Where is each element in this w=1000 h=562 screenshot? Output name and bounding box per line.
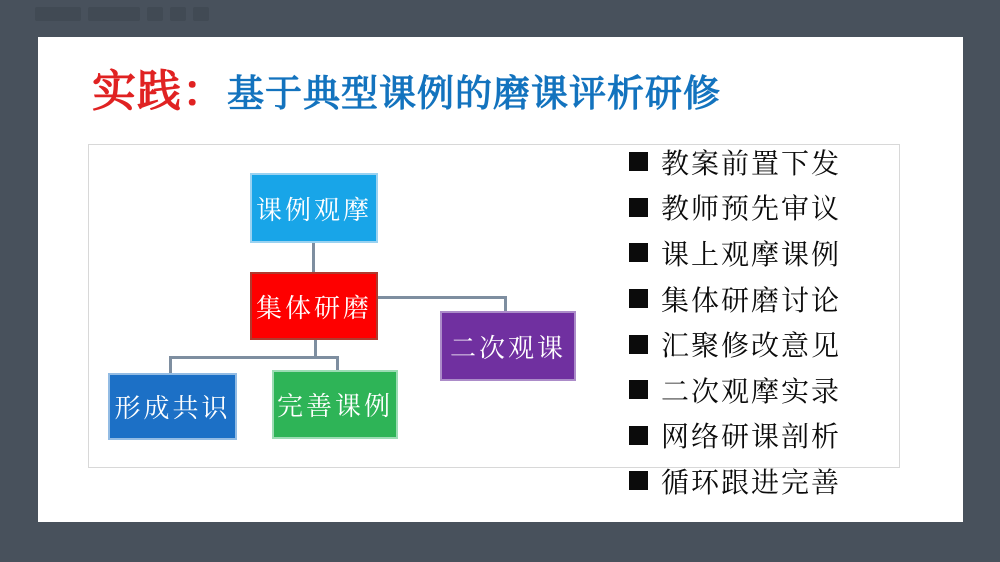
flow-node-jiti-yanmo: 集体研磨 — [250, 272, 378, 340]
connector-guanmo-to-yanmo — [312, 243, 315, 273]
square-bullet-icon — [629, 380, 648, 399]
list-item-text: 汇聚修改意见 — [661, 331, 842, 363]
list-item-text: 教案前置下发 — [661, 148, 842, 180]
list-item — [629, 185, 939, 231]
list-item — [629, 458, 939, 504]
connector-to-gongshi — [169, 356, 172, 374]
connector-yanmo-to-erci-horizontal — [378, 296, 507, 299]
square-bullet-icon — [629, 471, 648, 490]
list-item — [629, 276, 939, 322]
list-item-text: 网络研课剖析 — [661, 422, 842, 454]
list-item-text: 课上观摩课例 — [661, 239, 842, 271]
list-item-text: 教师预先审议 — [661, 194, 842, 226]
ghost-block — [147, 7, 163, 21]
list-item — [629, 139, 939, 185]
square-bullet-icon — [629, 335, 648, 354]
list-item-text: 二次观摩实录 — [661, 376, 842, 408]
list-item — [629, 367, 939, 413]
flow-node-wanshan-kelie: 完善课例 — [272, 370, 398, 439]
ghost-block — [193, 7, 209, 21]
title-main: 基于典型课例的磨课评析研修 — [227, 73, 721, 114]
square-bullet-icon — [629, 198, 648, 217]
title-prefix: 实践： — [92, 67, 227, 116]
list-item-text: 循环跟进完善 — [661, 467, 842, 499]
list-item-text: 集体研磨讨论 — [661, 285, 842, 317]
list-item — [629, 321, 939, 367]
connector-yanmo-to-erci-vertical — [504, 296, 507, 312]
square-bullet-icon — [629, 243, 648, 262]
square-bullet-icon — [629, 426, 648, 445]
ghost-block — [88, 7, 140, 21]
recording-toolbar-ghost — [35, 7, 209, 21]
bullet-list — [629, 139, 939, 504]
connector-to-wanshan — [336, 356, 339, 371]
flow-node-kelie-guanmo: 课例观摩 — [250, 173, 378, 243]
square-bullet-icon — [629, 152, 648, 171]
connector-bottom-horizontal — [169, 356, 339, 359]
list-item — [629, 230, 939, 276]
square-bullet-icon — [629, 289, 648, 308]
flow-node-erci-guanke: 二次观课 — [440, 311, 576, 381]
ghost-block — [35, 7, 81, 21]
slide-title — [92, 55, 721, 119]
presentation-slide — [38, 37, 963, 522]
flow-node-xingcheng-gongshi: 形成共识 — [108, 373, 237, 440]
ghost-block — [170, 7, 186, 21]
list-item — [629, 413, 939, 459]
